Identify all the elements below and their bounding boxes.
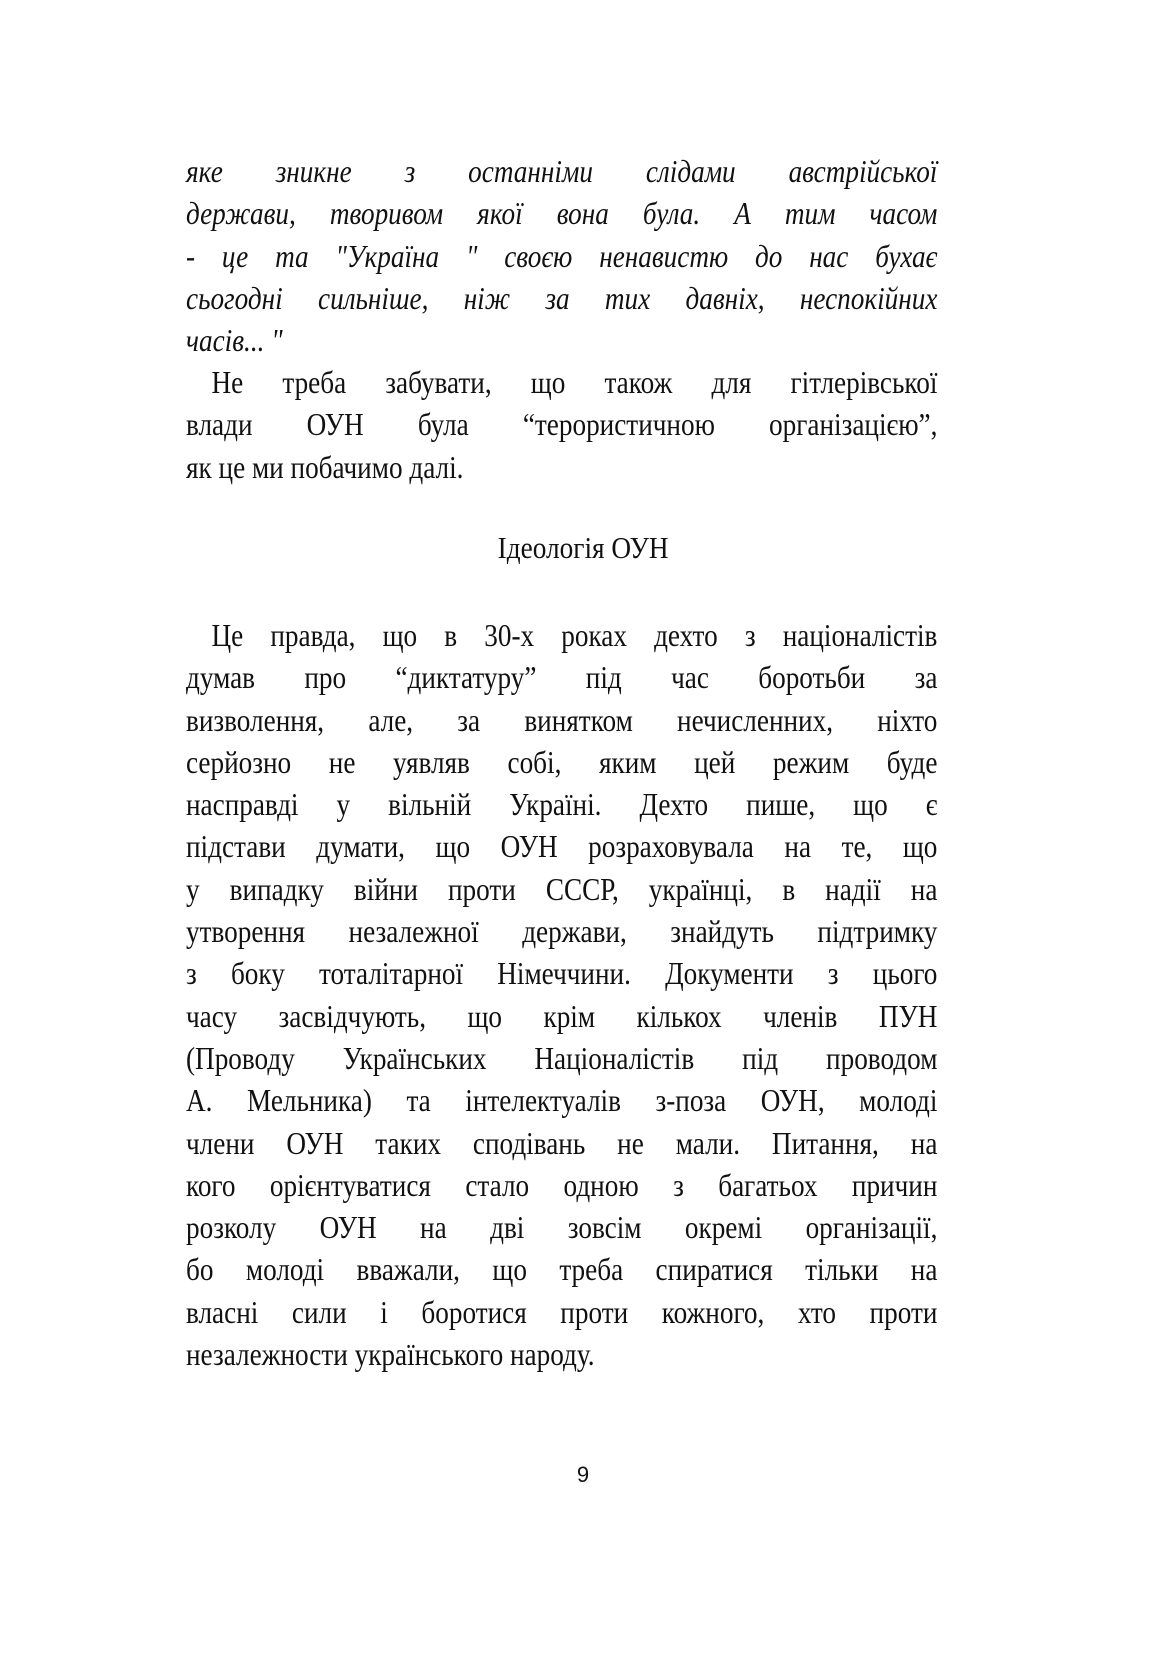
paragraph-line: власні сили і боротися проти кожного, хто проти (186, 1293, 938, 1330)
paragraph-line: (Проводу Українських Націоналістів під проводом (186, 1039, 938, 1076)
quote-line: часів... " (186, 322, 283, 359)
paragraph-line: думав про “диктатуру” під час боротьби за (186, 659, 938, 696)
quote-line: держави, творивом якої вона була. А тим часом (186, 195, 938, 232)
paragraph-2 (186, 614, 937, 1375)
paragraph-line: визволення, але, за винятком нечисленних, ніхто (186, 701, 938, 738)
paragraph-line: часу засвідчують, що крім кількох членів ПУН (186, 997, 938, 1034)
quote-line: сьогодні сильніше, ніж за тих давніх, неспокійних (186, 279, 938, 316)
paragraph-line: бо молоді вважали, що треба спиратися тільки на (186, 1251, 938, 1288)
paragraph-line: серйозно не уявляв собі, яким цей режим буде (186, 743, 938, 780)
paragraph-line: А. Мельника) та інтелектуалів з-поза ОУН, молоді (186, 1082, 938, 1119)
paragraph-line: розколу ОУН на дві зовсім окремі організації, (186, 1209, 938, 1246)
paragraph-1 (186, 361, 937, 488)
paragraph-line: Не треба забувати, що також для гітлерівської (211, 364, 938, 400)
paragraph-line: утворення незалежної держави, знайдуть підтримку (186, 913, 938, 950)
paragraph-line: підстави думати, що ОУН розраховувала на те, що (186, 828, 938, 865)
paragraph-line: з боку тоталітарної Німеччини. Документи з цього (186, 955, 938, 992)
paragraph-line: як це ми побачимо далі. (186, 448, 464, 485)
section-heading-text: Ідеологія ОУН (497, 530, 669, 565)
page-number: 9 (576, 1462, 590, 1487)
paragraph-line: влади ОУН була “терористичною організацією”, (186, 406, 938, 443)
section-heading (0, 530, 1166, 566)
quote-line: яке зникне з останніми слідами австрійської (186, 153, 938, 189)
paragraph-line: у випадку війни проти СССР, українці, в надії на (186, 870, 938, 907)
paragraph-line: Це правда, що в 30-х роках дехто з націоналістів (211, 617, 938, 653)
quote-block (186, 150, 937, 361)
paragraph-line: насправді у вільній Україні. Дехто пише, що є (186, 786, 938, 823)
paragraph-line: незалежности українського народу. (186, 1336, 595, 1373)
paragraph-line: члени ОУН таких сподівань не мали. Питання, на (186, 1124, 938, 1161)
quote-line: - це та "Україна " своєю ненавистю до нас бухає (186, 237, 938, 274)
paragraph-line: кого орієнтуватися стало одною з багатьох причин (186, 1166, 938, 1203)
